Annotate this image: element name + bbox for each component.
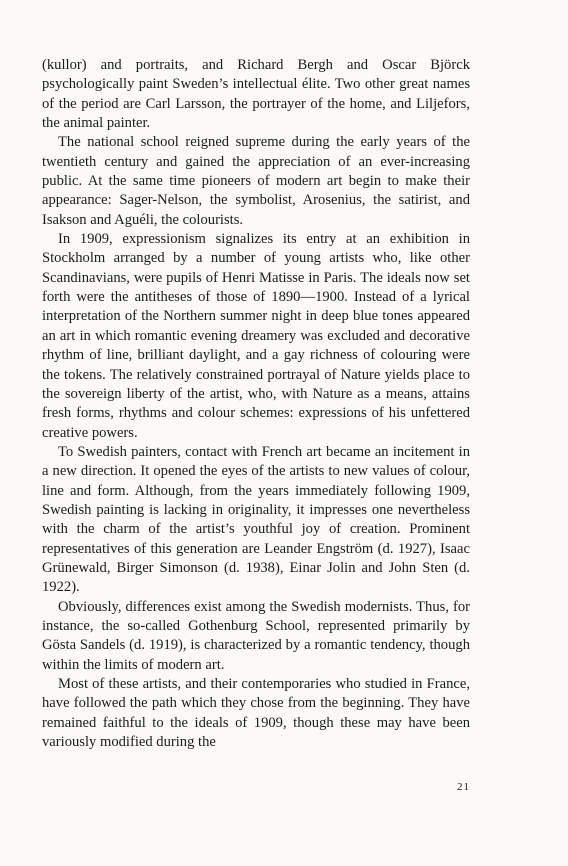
paragraph: Most of these artists, and their contemporaries who studied in France, have followed the path which they chose from the beginning. They have remained faithful to the ideals of 1909, though these may have been variously modified during the <box>42 676 470 751</box>
paragraph: To Swedish painters, contact with French art became an incitement in a new direction. It opened the eyes of the artists to new values of colour, line and form. Although, from the years immediately following 1909, Swedish painting is lacking in originality, it impresses one nevertheless with the charm of the artist’s youthful joy of creation. Prominent representatives of this generation are Leander Engström (d. 1927), Isaac Grünewald, Birger Simonson (d. 1938), Einar Jolin and John Sten (d. 1922). <box>42 443 470 596</box>
paragraph: Obviously, differences exist among the Swedish modernists. Thus, for instance, the so-called Gothenburg School, represented primarily by Gösta Sandels (d. 1919), is characterized by a romantic tendency, though within the limits of modern art. <box>42 598 470 673</box>
paragraph: The national school reigned supreme during the early years of the twentieth century and gained the appreciation of an ever-increasing public. At the same time pioneers of modern art begin to make their appearance: Sager-Nelson, the symbolist, Arosenius, the satirist, and Isakson and Aguéli, the colourists. <box>42 134 470 228</box>
body-text <box>42 56 470 752</box>
paragraph: (kullor) and portraits, and Richard Bergh and Oscar Björck psychologically paint Sweden’s intellectual élite. Two other great names of the period are Carl Larsson, the portrayer of the home, and Liljefors, the animal painter. <box>42 57 470 132</box>
paragraph: In 1909, expressionism signalizes its entry at an exhibition in Stockholm arranged by a number of young artists who, like other Scandinavians, were pupils of Henri Matisse in Paris. The ideals now set forth were the antitheses of those of 1890—1900. Instead of a lyrical interpretation of the Northern summer night in deep blue tones appeared an art in which romantic evening dreamery was excluded and decorative rhythm of line, brilliant daylight, and a gay richness of colouring were the tokens. The relatively constrained portrayal of Nature yields place to the sovereign liberty of the artist, who, with Nature as a means, attains fresh forms, rhythms and colour schemes: expressions of his unfettered creative powers. <box>42 231 470 441</box>
page-number: 21 <box>457 781 470 793</box>
